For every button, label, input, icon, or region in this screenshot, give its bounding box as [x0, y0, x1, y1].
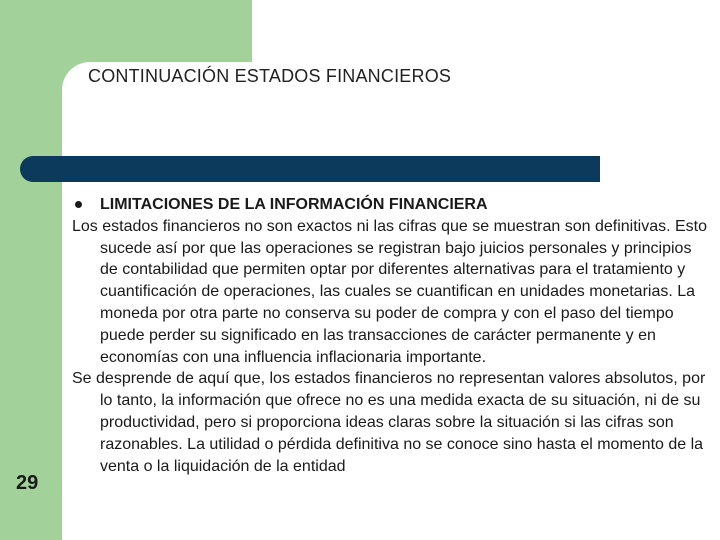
slide-body — [72, 194, 712, 477]
bullet-icon — [75, 201, 82, 208]
slide-number: 29 — [16, 472, 39, 494]
decorative-green-sidebar — [0, 0, 62, 540]
section-heading — [72, 194, 712, 216]
paragraph-conclusion: Se desprende de aquí que, los estados financieros no representan valores absolutos, por lo tanto, la información que ofrece no es una medida exacta de su situación, ni de su productividad, pero si proporciona ideas claras sobre la situación si las cifras son razonables. La utilidad o pérdida definitiva no se conoce sino hasta el momento de la venta o la liquidación de la entidad — [72, 370, 706, 475]
decorative-title-bar — [20, 156, 600, 182]
slide-title: CONTINUACIÓN ESTADOS FINANCIEROS — [88, 66, 452, 86]
paragraph-limitations: Los estados financieros no son exactos ni las cifras que se muestran son definitivas. Esto sucede así por que las operaciones se registran bajo juicios personales y principios de contabilidad que permiten optar por diferentes alternativas para el tratamiento y cuantificación de operaciones, las cuales se cuantifican en unidades monetarias. La moneda por otra parte no conserva su poder de compra y con el paso del tiempo puede perder su significado en las transacciones de carácter permanente y en economías con una influencia inflacionaria importante. — [72, 217, 708, 366]
section-heading-text: LIMITACIONES DE LA INFORMACIÓN FINANCIERA — [100, 196, 488, 213]
